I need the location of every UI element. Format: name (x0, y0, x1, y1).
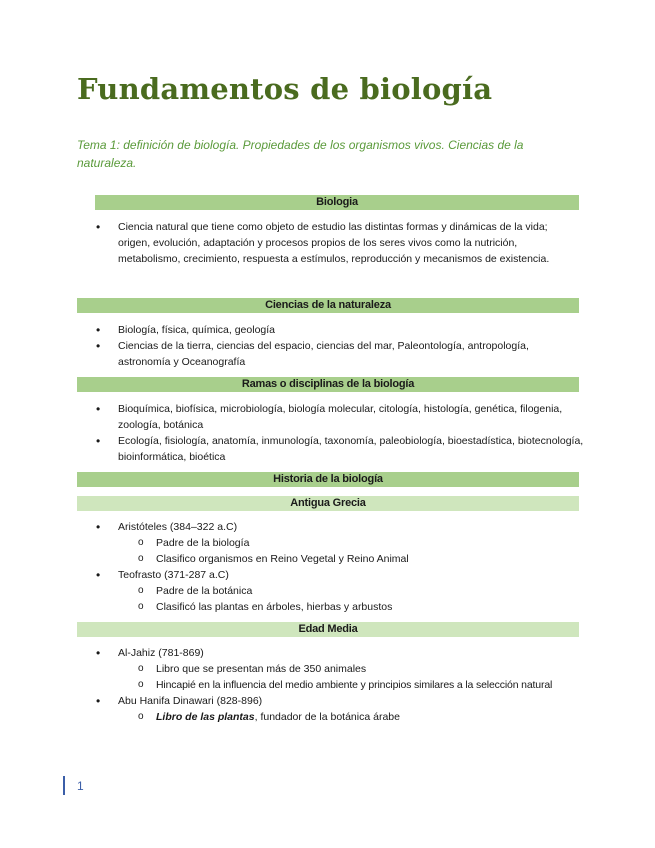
sub-list (118, 709, 597, 725)
list-item: • Ecología, fisiología, anatomía, inmunología, taxonomía, paleobiología, bioestadística, biotecnología, bioinformática, bioética (77, 433, 587, 465)
edad-media-list (77, 645, 597, 725)
antigua-grecia-list (77, 519, 587, 615)
sub-list-item: o Padre de la botánica (118, 583, 587, 599)
person-name: Teofrasto (371-287 a.C) (118, 569, 229, 581)
sub-list-item: o Hincapié en la influencia del medio ambiente y principios similares a la selección natural (118, 677, 597, 693)
list-item: • Biología, física, química, geología (77, 322, 577, 338)
page-number-bar (63, 776, 65, 795)
sub-list (118, 661, 597, 693)
page-number: 1 (77, 779, 84, 793)
sub-list-item: o Padre de la biología (118, 535, 587, 551)
sub-list-item: o Clasificó las plantas en árboles, hierbas y arbustos (118, 599, 587, 615)
subsection-heading-edad-media: Edad Media (77, 622, 579, 637)
section-heading-ramas: Ramas o disciplinas de la biología (77, 377, 579, 392)
document-subtitle: Tema 1: definición de biología. Propiedades de los organismos vivos. Ciencias de la naturaleza. (77, 138, 524, 170)
person-name: Al-Jahiz (781-869) (118, 647, 204, 659)
person-name: Aristóteles (384–322 a.C) (118, 521, 238, 533)
list-item (77, 693, 597, 725)
document-title: Fundamentos de biología (77, 72, 493, 106)
section-heading-ciencias: Ciencias de la naturaleza (77, 298, 579, 313)
sub-list (118, 583, 587, 615)
sub-list-item (118, 709, 597, 725)
sub-list-item: o Libro que se presentan más de 350 animales (118, 661, 597, 677)
person-name: Abu Hanifa Dinawari (828-896) (118, 695, 263, 707)
sub-list (118, 535, 587, 567)
list-item: • Ciencias de la tierra, ciencias del espacio, ciencias del mar, Paleontología, antropología, astronomía y Oceanografía (77, 338, 577, 370)
ciencias-list (77, 322, 577, 370)
book-title: Libro de las plantas (156, 711, 255, 723)
ramas-list (77, 401, 587, 465)
book-description: , fundador de la botánica árabe (254, 711, 400, 723)
subsection-heading-antigua-grecia: Antigua Grecia (77, 496, 579, 511)
list-item: • Bioquímica, biofísica, microbiología, biología molecular, citología, histología, genética, filogenia, zoología, botánica (77, 401, 587, 433)
list-item: • Ciencia natural que tiene como objeto de estudio las distintas formas y dinámicas de la vida; origen, evolución, adaptación y procesos propios de los seres vivos como la nutrición, metabolismo, crecimiento, respuesta a estímulos, reproducción y mecanismos de existencia. (77, 219, 577, 267)
list-item (77, 519, 587, 567)
section-heading-biologia: Biologia (95, 195, 579, 210)
list-item (77, 645, 597, 693)
list-item (77, 567, 587, 615)
section-heading-historia: Historia de la biología (77, 472, 579, 487)
sub-list-item: o Clasifico organismos en Reino Vegetal y Reino Animal (118, 551, 587, 567)
biologia-list (77, 219, 577, 267)
